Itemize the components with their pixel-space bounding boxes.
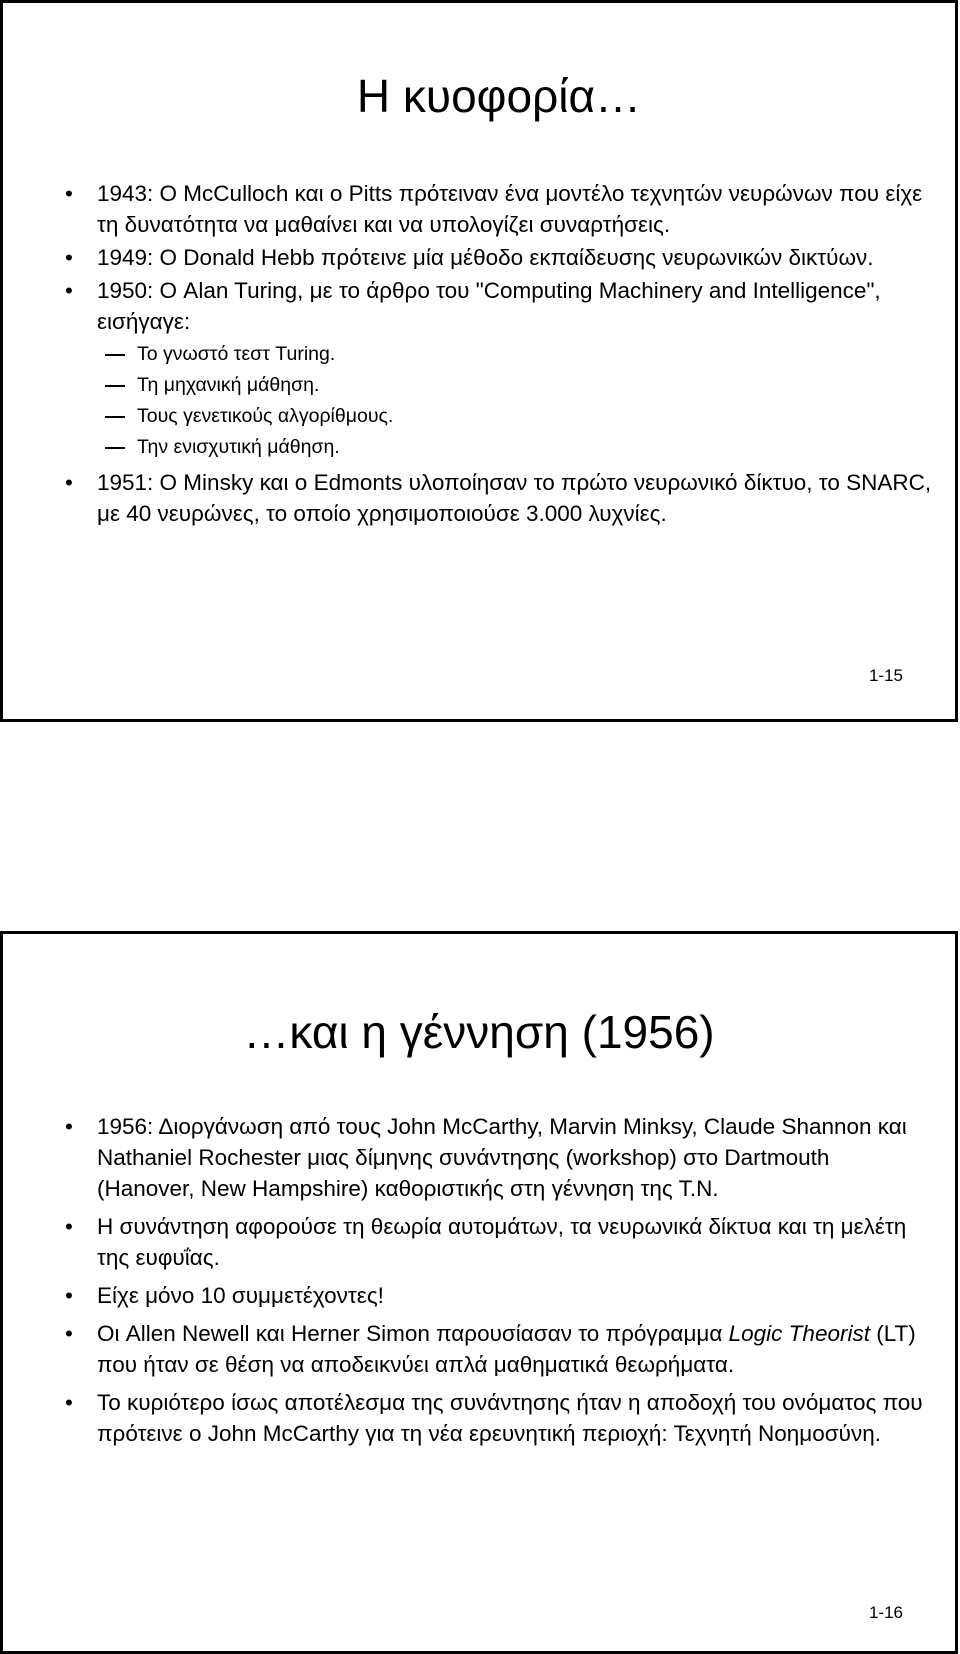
bullet-text-start: Οι Allen Newell και Herner Simon παρουσίασαν το πρόγραμμα: [97, 1321, 729, 1346]
slide-body: [59, 178, 933, 531]
bullet-text: Είχε μόνο 10 συμμετέχοντες!: [97, 1283, 384, 1308]
bullet-icon: •: [65, 181, 73, 206]
bullet-item: [59, 275, 933, 337]
sub-bullet-item: [59, 401, 933, 432]
slide-1-16: [0, 931, 958, 1654]
bullet-icon: •: [65, 1214, 73, 1239]
sub-bullet-text: Την ενισχυτική μάθηση.: [137, 436, 340, 458]
dash-icon: [105, 385, 125, 387]
sub-bullet-text: Το γνωστό τεστ Turing.: [137, 343, 336, 365]
bullet-item: [59, 178, 933, 240]
bullet-icon: •: [65, 1283, 73, 1308]
bullet-icon: •: [65, 470, 73, 495]
bullet-text: 1949: Ο Donald Hebb πρότεινε μία μέθοδο εκπαίδευσης νευρωνικών δικτύων.: [97, 245, 874, 270]
sub-bullet-item: [59, 339, 933, 370]
bullet-item: [59, 242, 933, 273]
slide-number: 1-16: [868, 1603, 903, 1622]
dash-icon: [105, 416, 125, 418]
bullet-text: Το κυριότερο ίσως αποτέλεσμα της συνάντησης ήταν η αποδοχή του ονόματος που πρότεινε ο John McCarthy για τη νέα ερευνητική περιοχή: Τεχνητή Νοημοσύνη.: [97, 1390, 923, 1446]
bullet-text-end: (LT) που ήταν σε θέση να αποδεικνύει απλά μαθηματικά θεωρήματα.: [97, 1321, 916, 1377]
bullet-item: [59, 1280, 933, 1311]
dash-icon: [105, 447, 125, 449]
bullet-icon: •: [65, 278, 73, 303]
bullet-icon: •: [65, 1321, 73, 1346]
slide-number: 1-15: [868, 666, 903, 685]
sub-bullet-item: [59, 370, 933, 401]
bullet-icon: •: [65, 1114, 73, 1139]
sub-bullet-text: Τη μηχανική μάθηση.: [137, 374, 320, 396]
bullet-icon: •: [65, 1390, 73, 1415]
bullet-text: 1956: Διοργάνωση από τους John McCarthy, Marvin Minksy, Claude Shannon και Nathaniel Rochester μιας δίμηνης συνάντησης (workshop) στο Dartmouth (Hanover, New Hampshire) καθοριστικής στη γέννηση της Τ.Ν.: [97, 1114, 907, 1201]
slide-title: …και η γέννηση (1956): [243, 1006, 715, 1058]
sub-bullet-text: Τους γενετικούς αλγορίθμους.: [137, 405, 394, 427]
bullet-text: Η συνάντηση αφορούσε τη θεωρία αυτομάτων, τα νευρωνικά δίκτυα και τη μελέτη της ευφυΐας.: [97, 1214, 907, 1270]
program-name: Logic Theorist: [728, 1321, 870, 1346]
bullet-icon: •: [65, 245, 73, 270]
bullet-item: [59, 1387, 933, 1449]
bullet-item: [59, 1211, 933, 1273]
bullet-text: 1943: Ο McCulloch και ο Pitts πρότειναν ένα μοντέλο τεχνητών νευρώνων που είχε τη δυνατότητα να μαθαίνει και να υπολογίζει συναρτήσεις.: [97, 181, 923, 237]
sub-bullet-item: [59, 432, 933, 463]
slide-1-15: [0, 0, 958, 722]
bullet-item: [59, 1111, 933, 1204]
bullet-text: 1950: Ο Alan Turing, με το άρθρο του "Computing Machinery and Intelligence", εισήγαγε:: [97, 278, 881, 334]
bullet-item: [59, 467, 933, 529]
slide-body: [59, 1111, 933, 1456]
dash-icon: [105, 354, 125, 356]
bullet-item: [59, 1318, 933, 1380]
bullet-text: 1951: Ο Minsky και ο Edmonts υλοποίησαν το πρώτο νευρωνικό δίκτυο, το SNARC, με 40 νευρώνες, το οποίο χρησιμοποιούσε 3.000 λυχνίες.: [97, 470, 932, 526]
slide-title: Η κυοφορία…: [356, 70, 642, 122]
